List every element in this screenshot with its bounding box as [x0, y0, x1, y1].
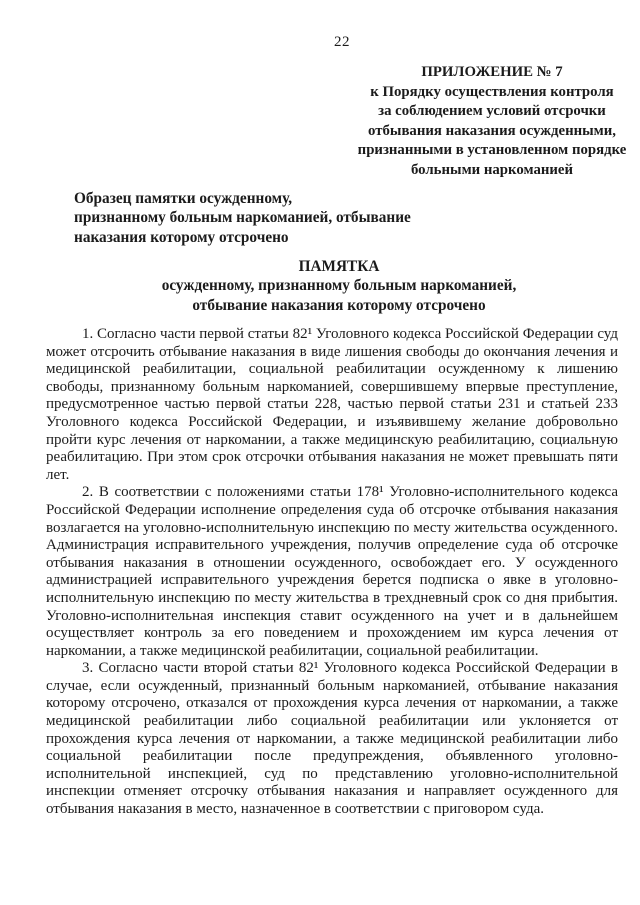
paragraph-1: 1. Согласно части первой статьи 82¹ Уголовного кодекса Российской Федерации суд может отсрочить отбывание наказания в виде лишения свободы до окончания лечения и медицинской реабилитации, социальной реабилитации осужденному к лишению свободы, признанному больным наркоманией, совершившему впервые преступление, предусмотренное частью первой статьи 228, частью первой статьи 231 и статьей 233 Уголовного кодекса Российской Федерации, и изъявившему желание добровольно пройти курс лечения от наркомании, а также медицинскую реабилитацию, социальную реабилитацию. При этом срок отсрочки отбывания наказания не может превышать пяти лет.	[46, 326, 618, 483]
sample-note-line: Образец памятки осужденному,	[74, 190, 293, 207]
appendix-header-line: к Порядку осуществления контроля	[370, 83, 614, 100]
memo-title	[53, 257, 625, 315]
page-number: 22	[334, 34, 350, 50]
memo-title-line: ПАМЯТКА	[298, 258, 380, 275]
paragraph-3: 3. Согласно части второй статьи 82¹ Уголовного кодекса Российской Федерации в случае, если осужденный, признанный больным наркоманией, отбывание наказания которому отсрочено, отказался от прохождения курса лечения от наркомании, а также медицинской реабилитации либо социальной реабилитации или уклоняется от прохождения курса лечения от наркомании, а также медицинской реабилитации либо социальной реабилитации после предупреждения, объявленного уголовно-исполнительной инспекцией, суд по представлению уголовно-исполнительной инспекции отменяет отсрочку отбывания наказания и направляет осужденного для отбывания наказания в место, назначенное в соответствии с приговором суда.	[46, 660, 618, 818]
sample-note-line: наказания которому отсрочено	[74, 228, 289, 246]
memo-title-line: осужденному, признанному больным наркоманией,	[161, 277, 517, 295]
sample-note-line: признанному больным наркоманией, отбывание	[74, 209, 411, 227]
memo-title-line: отбывание наказания которому отсрочено	[192, 296, 486, 314]
paragraph-2: 2. В соответствии с положениями статьи 178¹ Уголовно-исполнительного кодекса Российской Федерации исполнение определения суда об отсрочке отбывания наказания возлагается на уголовно-исполнительную инспекцию по месту жительства осужденного. Администрация исправительного учреждения, получив определение суда об отсрочке отбывания наказания в отношении осужденного, освобождает его. У осужденного администрацией исправительного учреждения берется подписка о явке в уголовно-исполнительную инспекцию по месту жительства в трехдневный срок со дня прибытия. Уголовно-исполнительная инспекция ставит осужденного на учет и в дальнейшем осуществляет контроль за его поведением и прохождением им курса лечения от наркомании, а также медицинской реабилитации, социальной реабилитации.	[46, 484, 618, 659]
appendix-header-line: ПРИЛОЖЕНИЕ № 7	[421, 64, 563, 80]
appendix-header-line: за соблюдением условий отсрочки	[378, 103, 606, 120]
memo-body	[46, 326, 618, 819]
sample-note	[74, 189, 504, 247]
appendix-header-line: больными наркоманией	[410, 161, 574, 178]
appendix-header-line: признанными в установленном порядке	[357, 142, 627, 159]
appendix-header-line: отбывания наказания осужденными,	[368, 122, 616, 139]
appendix-header	[347, 63, 637, 181]
